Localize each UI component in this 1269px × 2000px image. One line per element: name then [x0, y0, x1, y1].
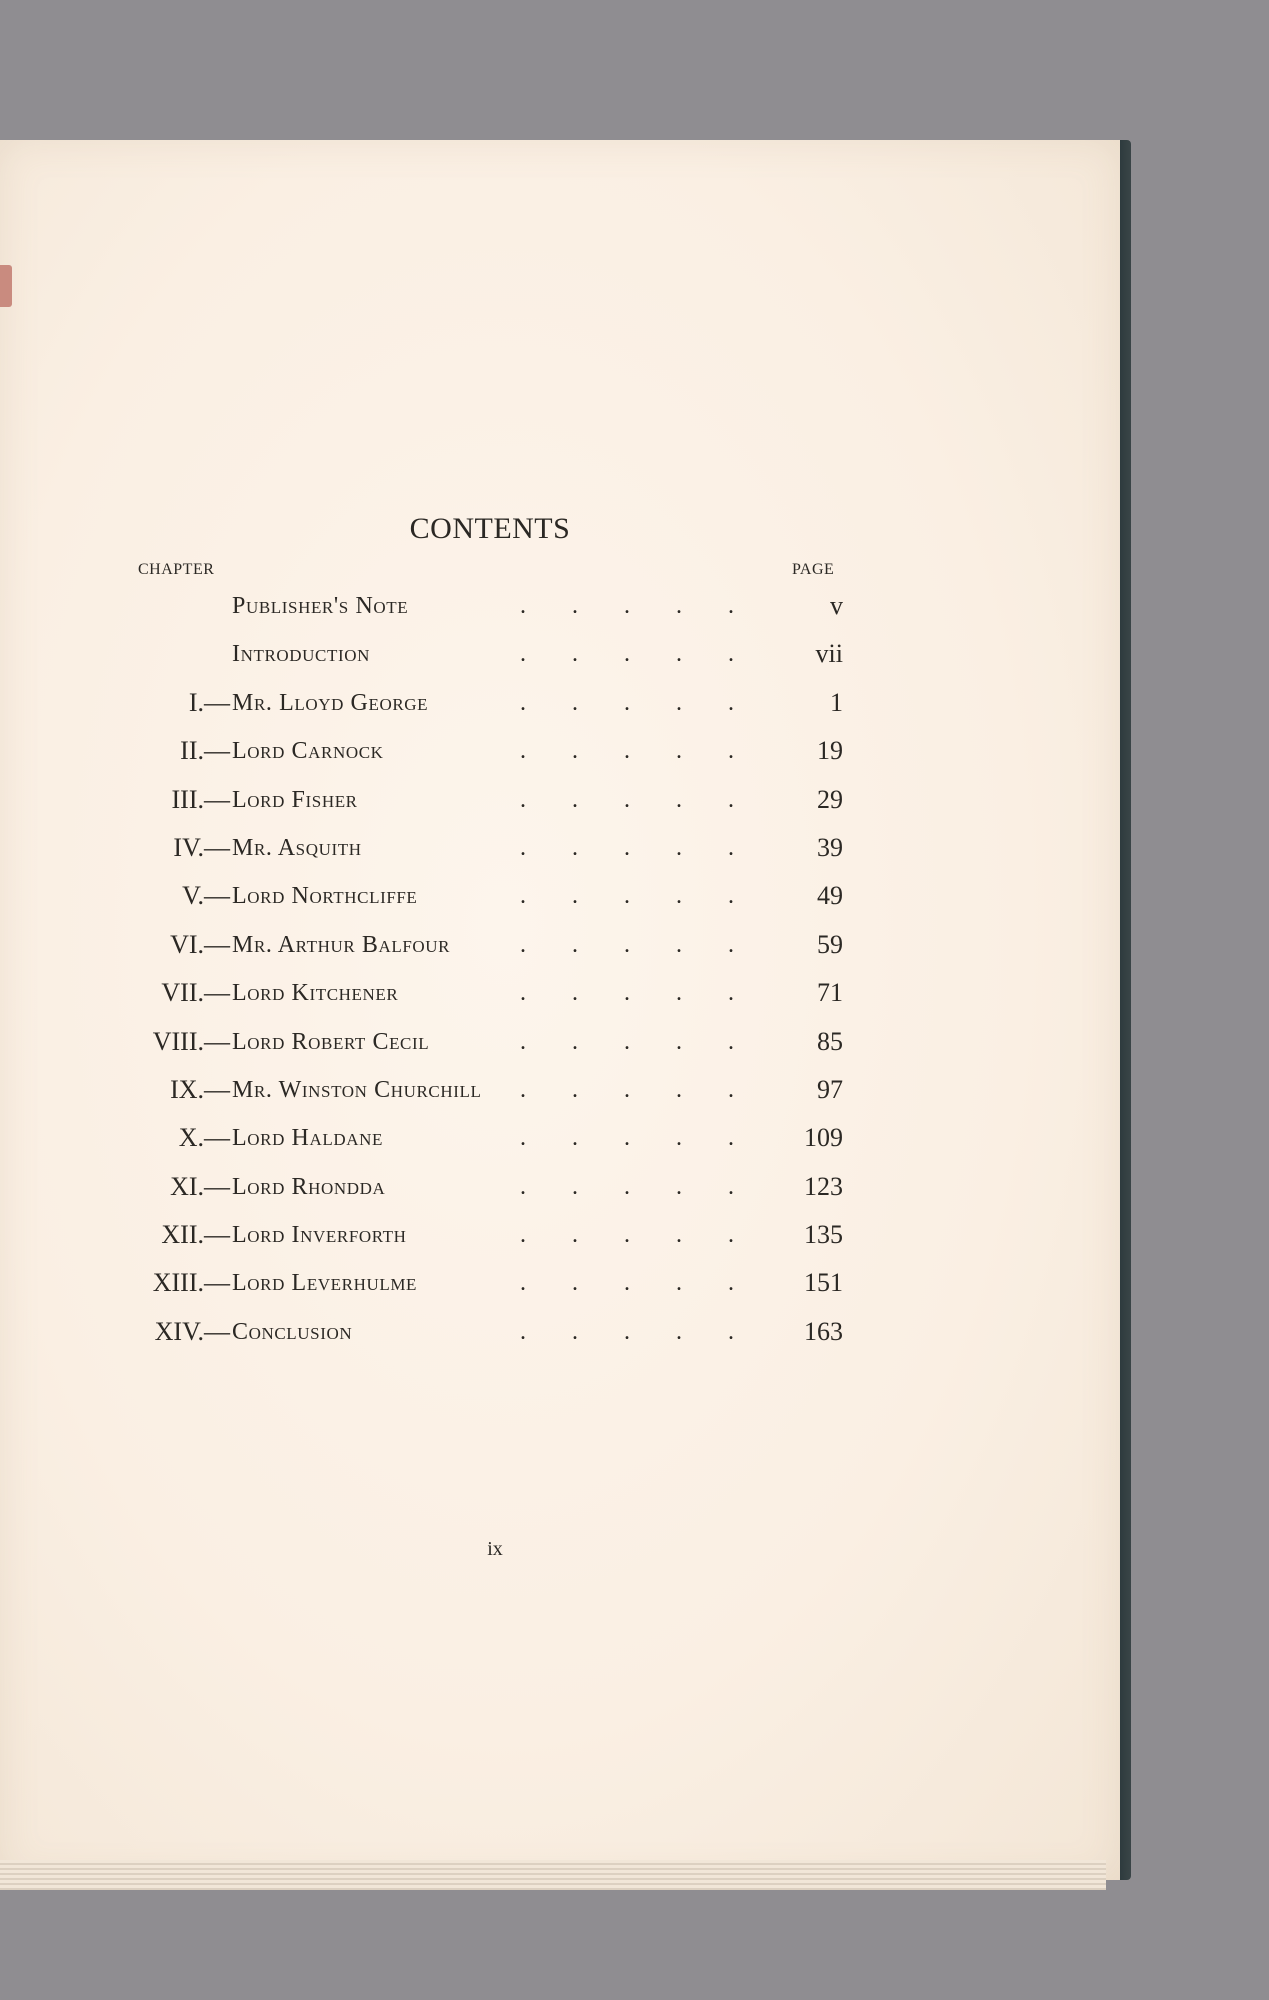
toc-entry	[0, 1066, 900, 1114]
page-ref: 71	[817, 978, 843, 1008]
leader-dots: .....	[520, 689, 780, 716]
toc-entry	[0, 679, 900, 727]
chapter-title: Mr. Winston Churchill	[232, 1076, 482, 1103]
leader-dots: .....	[520, 641, 780, 668]
page-ref: 59	[817, 929, 843, 959]
chapter-number: VII.—	[161, 978, 230, 1008]
leader-dots: .....	[520, 1028, 780, 1055]
chapter-column-header: CHAPTER	[138, 561, 215, 578]
page-number: ix	[487, 1538, 503, 1560]
chapter-number: XI.—	[170, 1171, 230, 1201]
toc-entry	[0, 776, 900, 824]
chapter-number: II.—	[180, 736, 230, 766]
chapter-title: Lord Inverforth	[232, 1222, 407, 1249]
chapter-title: Lord Northcliffe	[232, 883, 418, 910]
toc-entry	[0, 969, 900, 1017]
page-ref: 39	[817, 832, 843, 862]
page-ref: 29	[817, 784, 843, 814]
page-ref: 97	[817, 1074, 843, 1104]
page-ref: 123	[804, 1171, 843, 1201]
chapter-title: Lord Robert Cecil	[232, 1028, 430, 1055]
table-of-contents	[0, 582, 900, 1356]
chapter-number: IV.—	[173, 832, 230, 862]
chapter-title: Introduction	[232, 641, 370, 668]
chapter-number: III.—	[171, 784, 230, 814]
toc-entry	[0, 1308, 900, 1356]
chapter-number: XII.—	[161, 1220, 230, 1250]
page-ref: 1	[830, 687, 843, 717]
chapter-number: V.—	[182, 881, 230, 911]
leader-dots: .....	[520, 931, 780, 958]
chapter-title: Lord Leverhulme	[232, 1270, 418, 1297]
leader-dots: .....	[520, 1076, 780, 1103]
chapter-title: Publisher's Note	[232, 593, 409, 619]
leader-dots: .....	[520, 593, 780, 619]
chapter-title: Mr. Asquith	[232, 834, 362, 861]
leader-dots: .....	[520, 1173, 780, 1200]
page-column-header: PAGE	[792, 561, 835, 578]
chapter-number: XIII.—	[152, 1268, 230, 1298]
chapter-title: Lord Haldane	[232, 1125, 383, 1152]
chapter-title: Mr. Lloyd George	[232, 689, 429, 716]
toc-entry	[0, 727, 900, 775]
page-ref: 151	[804, 1268, 843, 1298]
toc-entry	[0, 872, 900, 920]
toc-entry	[0, 1114, 900, 1162]
chapter-title: Lord Rhondda	[232, 1173, 386, 1200]
chapter-title: Lord Fisher	[232, 786, 358, 813]
leader-dots: .....	[520, 980, 780, 1007]
page-ref: 49	[817, 881, 843, 911]
leader-dots: .....	[520, 1125, 780, 1152]
chapter-number: X.—	[178, 1123, 230, 1153]
page-ref: vii	[815, 639, 843, 669]
toc-entry	[0, 1259, 900, 1307]
chapter-number: I.—	[188, 687, 230, 717]
chapter-title: Mr. Arthur Balfour	[232, 931, 451, 958]
toc-entry	[0, 1211, 900, 1259]
page-ref: 163	[804, 1316, 843, 1346]
page-ref: 135	[804, 1220, 843, 1250]
page-ref: v	[830, 591, 843, 620]
toc-entry	[0, 1163, 900, 1211]
leader-dots: .....	[520, 1222, 780, 1249]
toc-entry	[0, 921, 900, 969]
chapter-title: Conclusion	[232, 1318, 353, 1345]
chapter-number: VIII.—	[152, 1026, 230, 1056]
toc-entry	[0, 582, 900, 630]
chapter-number: VI.—	[170, 929, 230, 959]
leader-dots: .....	[520, 786, 780, 813]
chapter-title: Lord Carnock	[232, 738, 384, 765]
page-ref: 85	[817, 1026, 843, 1056]
leader-dots: .....	[520, 1318, 780, 1345]
toc-entry	[0, 1018, 900, 1066]
page-ref: 19	[817, 736, 843, 766]
leader-dots: .....	[520, 883, 780, 910]
page-ref: 109	[804, 1123, 843, 1153]
toc-entry	[0, 630, 900, 678]
leader-dots: .....	[520, 1270, 780, 1297]
bookmark-edge	[0, 265, 12, 307]
leader-dots: .....	[520, 738, 780, 765]
chapter-number: XIV.—	[154, 1316, 230, 1346]
page-edges	[0, 1860, 1106, 1890]
leader-dots: .....	[520, 834, 780, 861]
contents-title: CONTENTS	[409, 512, 571, 545]
chapter-number: IX.—	[170, 1074, 230, 1104]
chapter-title: Lord Kitchener	[232, 980, 399, 1007]
toc-entry	[0, 824, 900, 872]
